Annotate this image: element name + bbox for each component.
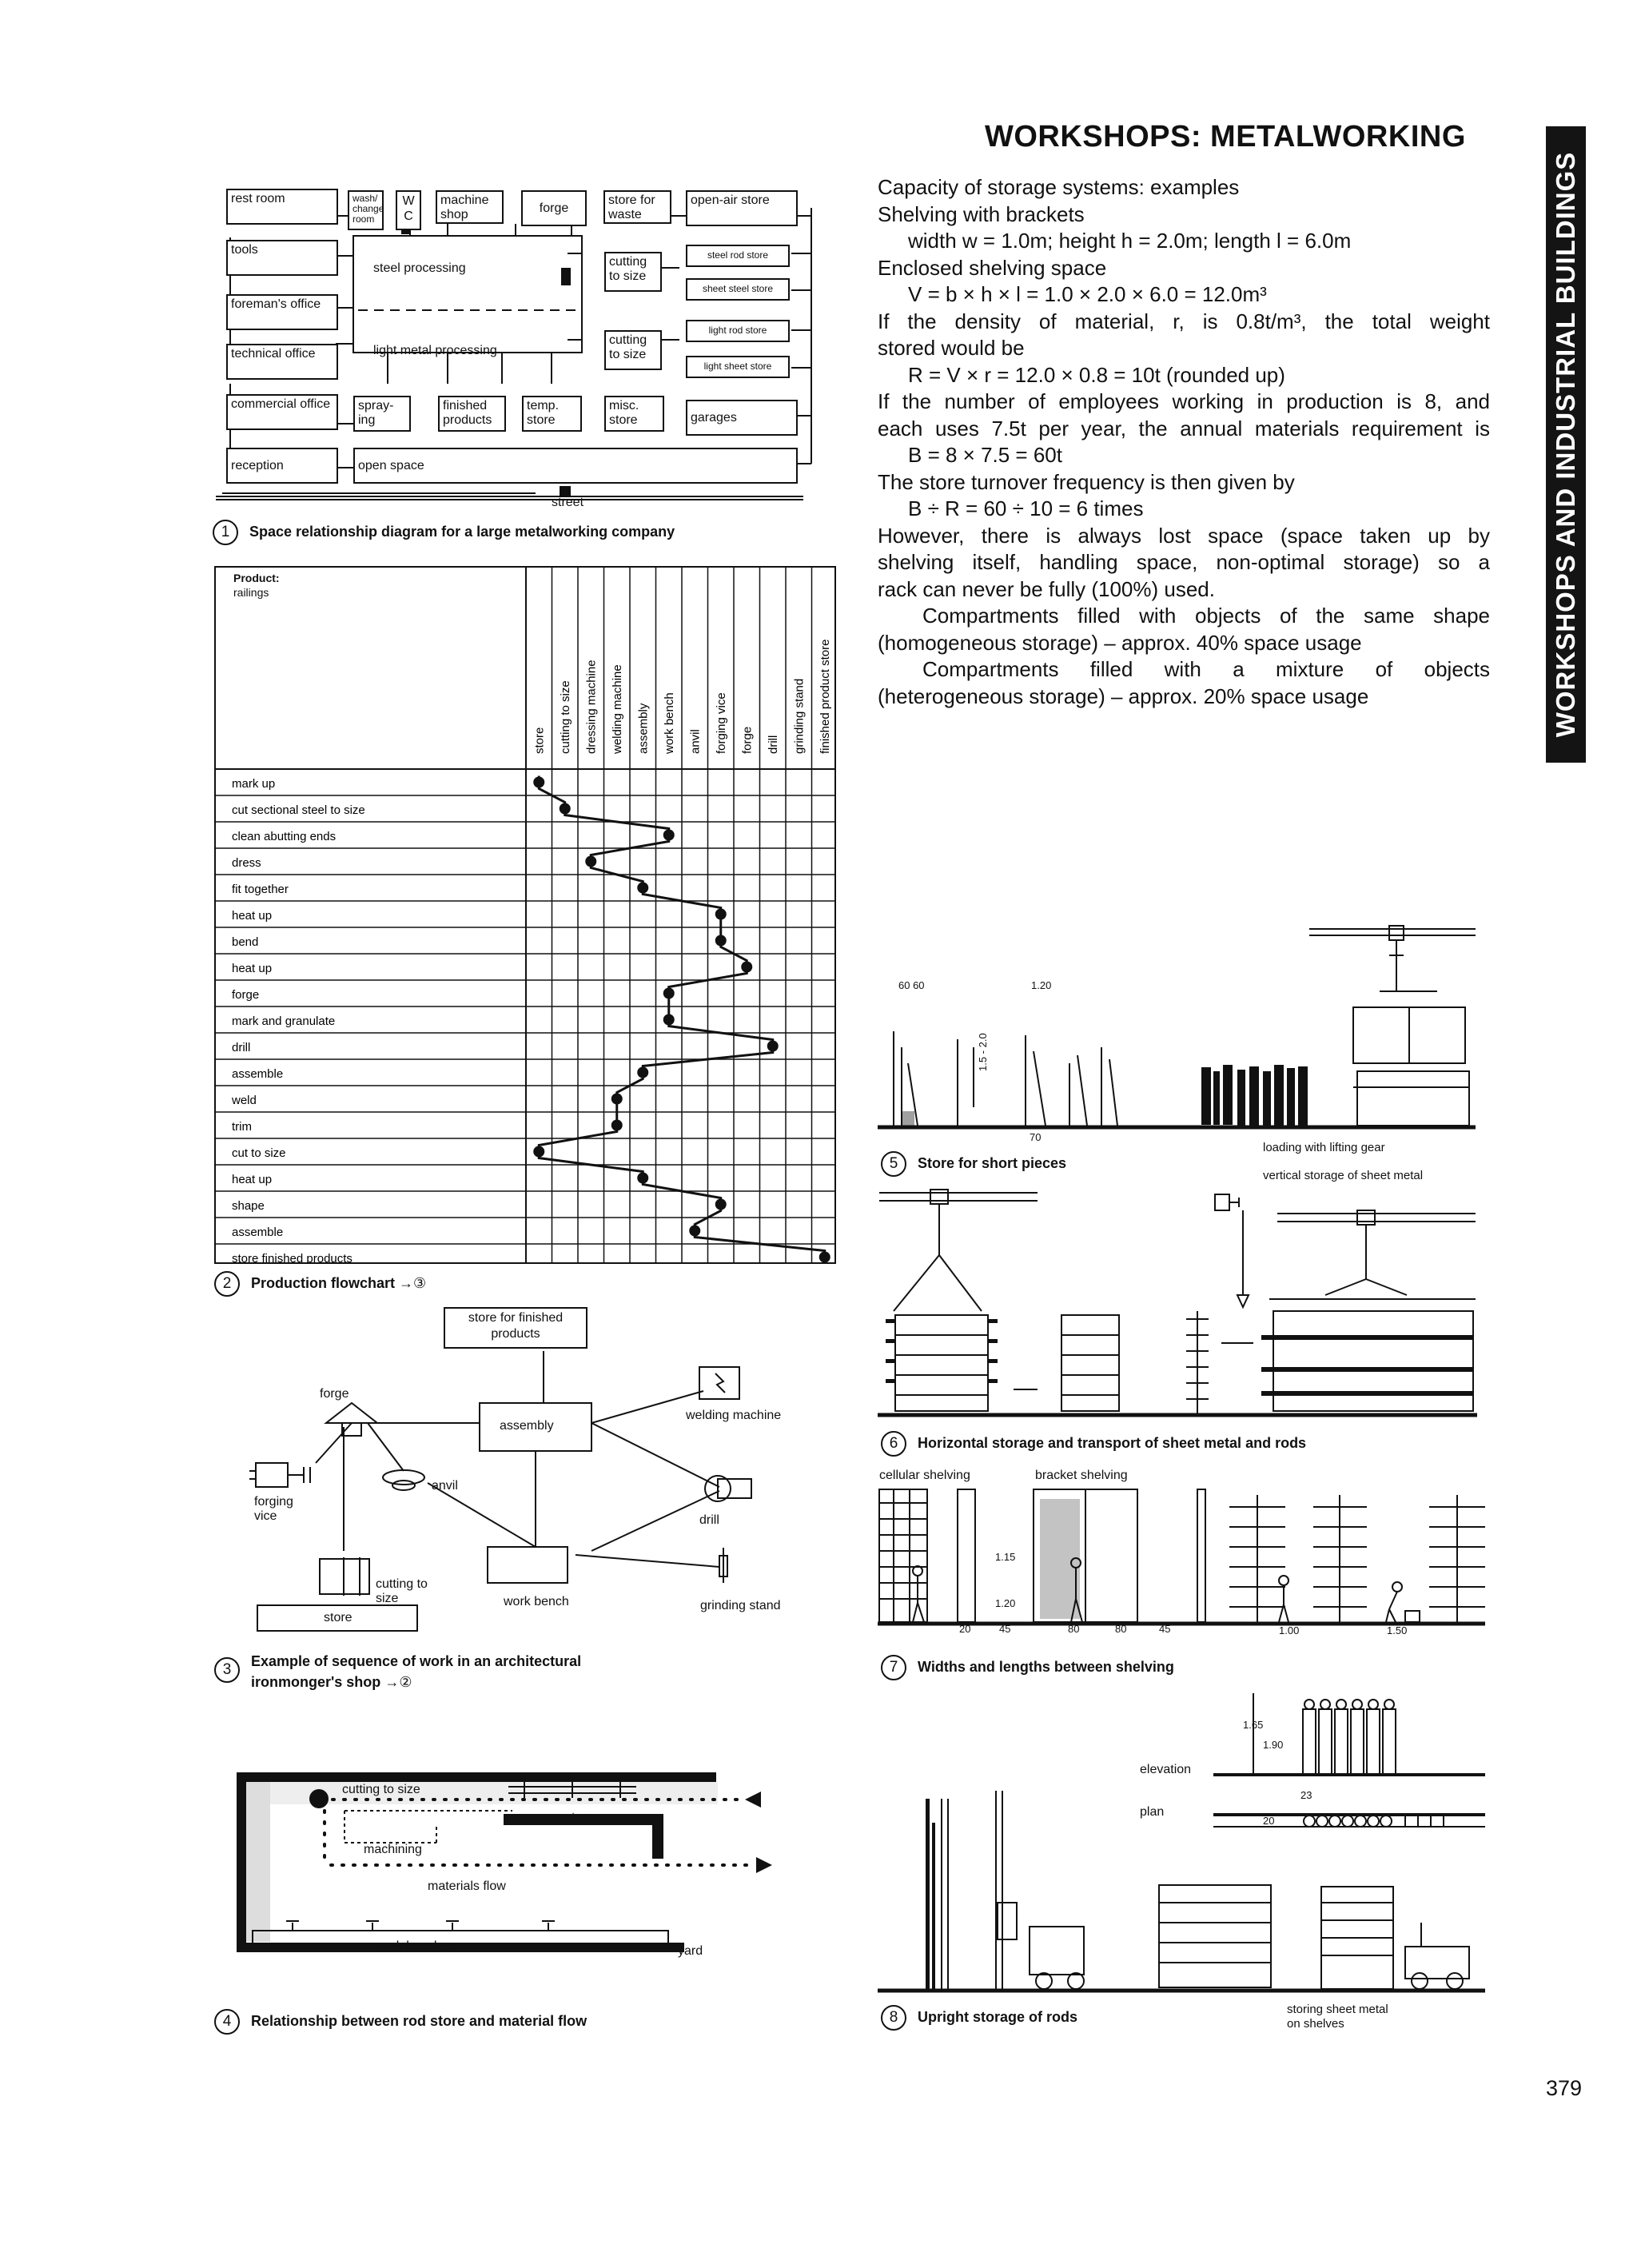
fig7-label: cellular shelving [879, 1469, 970, 1482]
column-header: finished product store [818, 639, 832, 754]
fig2-caption: 2 Production flowchart →③ [214, 1271, 426, 1297]
fig8-dim: 20 [1263, 1815, 1275, 1827]
fig7-dim: 45 [1159, 1623, 1171, 1635]
fig3-label: cutting to size [376, 1577, 428, 1605]
fig1-caption: 1 Space relationship diagram for a large metalworking company [213, 520, 675, 545]
fig1-box: machine shop [436, 190, 504, 224]
flow-node [533, 1146, 544, 1158]
fig1-box: store for waste [603, 190, 671, 224]
flow-node [663, 988, 675, 999]
flow-node [585, 856, 596, 867]
column-header: work bench [662, 692, 676, 754]
step-label: trim [232, 1120, 252, 1134]
fig1-box: tools [226, 240, 338, 276]
fig4-label: yard [678, 1944, 703, 1958]
text-line: (homogeneous storage) – approx. 40% space usage [878, 630, 1362, 655]
fig1-box: steel rod store [686, 245, 790, 267]
fig1-box: finished products [438, 396, 506, 432]
step-label: heat up [232, 909, 273, 923]
step-label: drill [232, 1041, 251, 1054]
fig8-label: plan [1140, 1805, 1165, 1819]
flow-node [819, 1252, 830, 1263]
column-header: store [532, 727, 547, 754]
fig5-label: vertical storage of sheet metal [1263, 1169, 1424, 1182]
fig1-label: steel processing [373, 261, 466, 275]
text-line: width w = 1.0m; height h = 2.0m; length l = 6.0m [908, 229, 1352, 253]
step-label: mark up [232, 777, 276, 791]
fig1-box: W C [396, 190, 421, 230]
fig3-label: forging vice [254, 1495, 293, 1523]
fig1-box: misc. store [604, 396, 664, 432]
section-tab [1546, 126, 1586, 763]
flow-node [611, 1120, 623, 1131]
page-title: WORKSHOPS: METALWORKING [985, 120, 1466, 153]
fig1-box: commercial office [226, 394, 338, 430]
step-label: heat up [232, 962, 273, 975]
flow-node [715, 909, 727, 920]
flow-node [611, 1094, 623, 1105]
flow-node [533, 777, 544, 788]
fig3-label: drill [699, 1513, 719, 1527]
flow-node [715, 935, 727, 947]
fig3-connectors [240, 1303, 815, 1639]
text-line: shelving itself, handling space, non-optimal storage) so a [878, 550, 1490, 574]
fig8-label: elevation [1140, 1763, 1192, 1776]
fig1-box: light rod store [686, 320, 790, 342]
fig1-box: cutting to size [604, 252, 662, 292]
flow-node [637, 1067, 648, 1078]
flow-node [637, 1173, 648, 1184]
fig4-label: cutting to size [342, 1783, 420, 1796]
fig8-dim: 1.65 [1243, 1719, 1264, 1731]
flow-node [663, 1014, 675, 1026]
fig3-label: assembly [500, 1419, 554, 1433]
step-label: dress [232, 856, 261, 870]
step-label: forge [232, 988, 260, 1002]
column-header: assembly [636, 703, 651, 754]
text-line: The store turnover frequency is then given by [878, 469, 1295, 494]
fig1-box: cutting to size [604, 330, 662, 370]
fig3-label: grinding stand [700, 1599, 781, 1612]
fig5-dim: 70 [1030, 1131, 1042, 1143]
fig4-label: materials flow [428, 1879, 506, 1893]
fig1-box: technical office [226, 344, 338, 380]
flow-node [637, 883, 648, 894]
text-line: Enclosed shelving space [878, 255, 1107, 280]
fig8-drawing [878, 1687, 1485, 1999]
text-line: each uses 7.5t per year, the annual materials requirement is [878, 416, 1490, 440]
fig7-dim: 20 [959, 1623, 971, 1635]
step-label: heat up [232, 1173, 273, 1186]
fig5-caption: 5 Store for short pieces [881, 1151, 1066, 1177]
step-label: bend [232, 935, 259, 949]
page-number: 379 [1546, 2076, 1583, 2100]
fig3-box: store for finished products [444, 1307, 587, 1349]
fig3-label: anvil [432, 1479, 458, 1493]
fig7-caption: 7 Widths and lengths between shelving [881, 1655, 1174, 1680]
text-line: rack can never be fully (100%) used. [878, 576, 1215, 601]
fig8-dim: 1.90 [1263, 1739, 1284, 1751]
step-label: shape [232, 1199, 265, 1213]
fig1-box: garages [686, 400, 798, 436]
flow-node [689, 1226, 700, 1237]
fig1-box: light sheet store [686, 356, 790, 378]
fig4-label: machining [364, 1843, 422, 1856]
fig8-caption: 8 Upright storage of rods [881, 2005, 1077, 2031]
fig2-product-label: Product: [233, 572, 280, 584]
fig3-label: work bench [504, 1595, 569, 1608]
text-line: If the number of employees working in production is 8, and [878, 389, 1490, 413]
fig1-box: sheet steel store [686, 278, 790, 301]
flow-node [663, 830, 675, 841]
text-line: If the density of material, r, is 0.8t/m³, the total weight [878, 309, 1490, 333]
fig1-box: spray-ing [353, 396, 411, 432]
text-line: V = b × h × l = 1.0 × 2.0 × 6.0 = 12.0m³ [908, 282, 1267, 306]
column-header: cutting to size [558, 680, 572, 754]
column-header: grinding stand [792, 678, 807, 754]
fig2-product-value: railings [233, 586, 269, 599]
step-label: store finished products [232, 1252, 352, 1264]
step-label: mark and granulate [232, 1014, 336, 1028]
fig5-dim: 1.5 - 2.0 [977, 1033, 989, 1071]
step-label: cut to size [232, 1146, 286, 1160]
fig5-dim: 60 60 [898, 979, 925, 991]
text-line: stored would be [878, 336, 1025, 360]
fig1-street-label: street [552, 496, 584, 509]
fig7-drawing [878, 1483, 1485, 1635]
text-line: Shelving with brackets [878, 201, 1085, 226]
fig7-dim: 1.20 [995, 1597, 1016, 1609]
fig1-box: wash/ change room [348, 190, 384, 230]
text-line: Capacity of storage systems: examples [878, 175, 1240, 199]
fig8-dim: 23 [1300, 1789, 1312, 1801]
fig7-dim: 1.00 [1279, 1624, 1300, 1636]
text-line: Compartments filled with a mixture of objects [922, 657, 1490, 681]
step-label: weld [232, 1094, 257, 1107]
fig1-box: foreman's office [226, 294, 338, 330]
step-label: fit together [232, 883, 289, 896]
text-line: However, there is always lost space (space taken up by [878, 523, 1490, 548]
text-line: B ÷ R = 60 ÷ 10 = 6 times [908, 496, 1144, 520]
fig7-dim: 1.50 [1387, 1624, 1408, 1636]
fig8-label: storing sheet metal on shelves [1287, 2003, 1388, 2031]
column-header: welding machine [610, 664, 624, 754]
fig1-box: open space [353, 448, 798, 484]
fig1-box: temp. store [522, 396, 582, 432]
fig6-drawing [878, 1183, 1485, 1423]
fig4-caption: 4 Relationship between rod store and material flow [214, 2009, 587, 2035]
fig7-dim: 80 [1068, 1623, 1080, 1635]
step-label: assemble [232, 1067, 284, 1081]
fig7-dim: 80 [1115, 1623, 1127, 1635]
fig1-box: open-air store [686, 190, 798, 226]
fig1-box: rest room [226, 189, 338, 225]
step-label: cut sectional steel to size [232, 803, 365, 817]
column-header: forging vice [714, 692, 728, 754]
fig5-drawing [878, 919, 1485, 1183]
fig7-dim: 45 [999, 1623, 1011, 1635]
text-line: R = V × r = 12.0 × 0.8 = 10t (rounded up) [908, 362, 1285, 387]
fig3-label: forge [320, 1387, 349, 1401]
text-line: (heterogeneous storage) – approx. 20% space usage [878, 684, 1369, 708]
step-label: clean abutting ends [232, 830, 337, 843]
flow-node [715, 1199, 727, 1210]
fig1-box: reception [226, 448, 338, 484]
column-header: forge [740, 726, 755, 754]
fig2-grid [214, 566, 836, 1264]
column-header: drill [766, 735, 780, 754]
fig6-caption: 6 Horizontal storage and transport of sheet metal and rods [881, 1431, 1306, 1457]
flow-node [560, 803, 571, 815]
flow-node [741, 962, 752, 973]
fig7-label: bracket shelving [1035, 1469, 1128, 1482]
fig5-dim: 1.20 [1031, 979, 1052, 991]
step-label: assemble [232, 1226, 284, 1239]
fig1-box: forge [521, 190, 587, 226]
section-tab-label: WORKSHOPS AND INDUSTRIAL BUILDINGS [1551, 151, 1580, 738]
text-line: Compartments filled with objects of the same shape [922, 604, 1490, 628]
text-line: B = 8 × 7.5 = 60t [908, 443, 1062, 467]
fig4-plan [237, 1763, 836, 1959]
column-header: anvil [688, 729, 703, 754]
fig7-dim: 1.15 [995, 1551, 1016, 1563]
fig3-caption: 3 Example of sequence of work in an architectural ironmonger's shop →② [214, 1651, 581, 1692]
fig4-label: work benches [376, 1939, 455, 1953]
fig3-label: store [324, 1611, 352, 1624]
body-text [878, 174, 1490, 710]
fig3-label: welding machine [686, 1409, 782, 1422]
column-header: dressing machine [584, 660, 599, 754]
fig4-label: store [565, 1811, 594, 1824]
fig1-label: light metal processing [373, 344, 497, 357]
flow-node [767, 1041, 779, 1052]
fig5-label: loading with lifting gear [1263, 1141, 1385, 1154]
